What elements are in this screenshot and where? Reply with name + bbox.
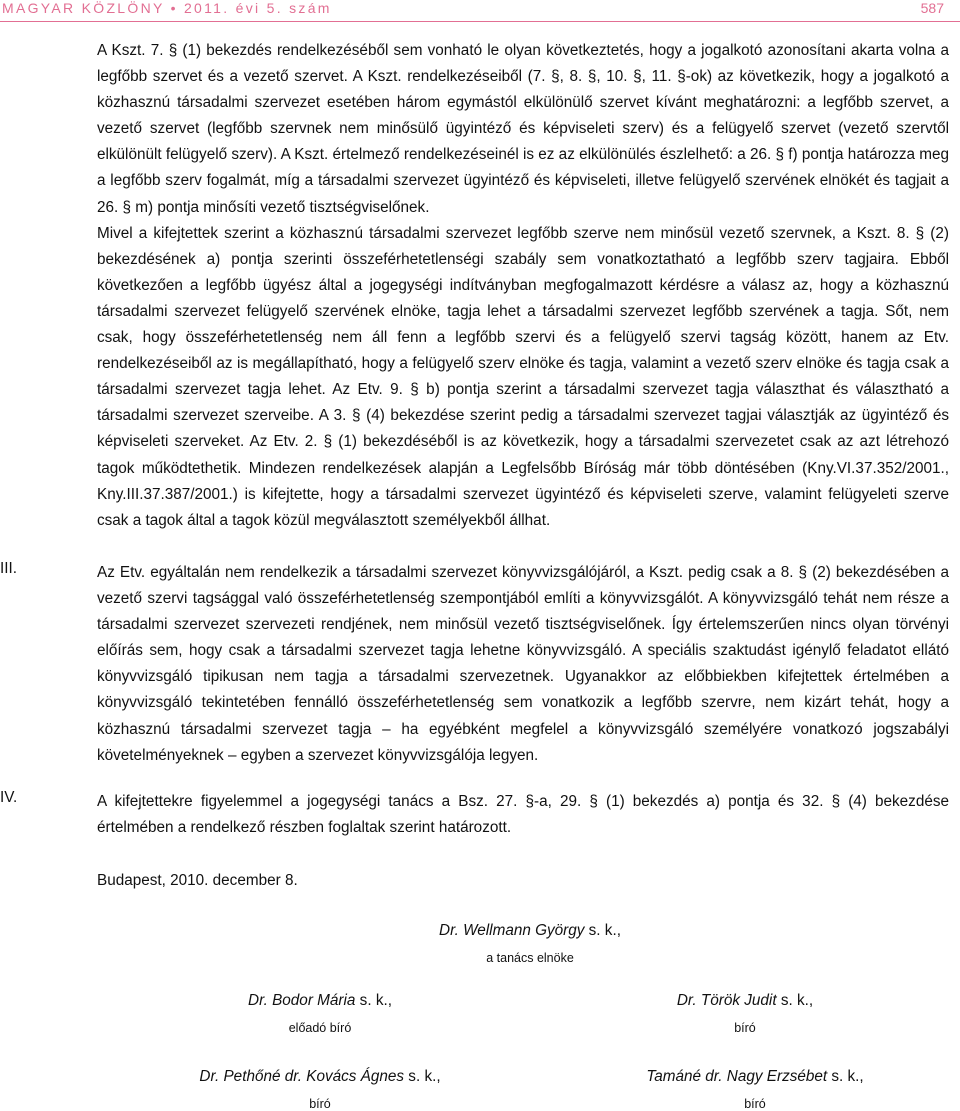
signatory-suffix: s. k., [584, 922, 621, 939]
section-3-text: Az Etv. egyáltalán nem rendelkezik a társadalmi szervezet könyvvizsgálójáról, a Kszt. pedig csak a 8. § (2) bekezdésében a vezető szervi tagsággal való összeférhetetlenség szempontjából említi a könyvvizsgálót. A könyvvizsgáló tehát nem része a társadalmi szervezet szervezeti rendjének, nem minősül vezető tisztségviselőnek. Így értelemszerűen nincs olyan törvényi előírás sem, hogy csak a társadalmi szervezet tagja lehetne könyvvizsgáló. A speciális szaktudást igénylő feladatot ellátó könyvvizsgáló tipikusan nem tagja a társadalmi szervezetnek. Ugyanakkor az előbbiekben kifejtettek értelmében a könyvvizsgáló tekintetében fennálló összeférhetetlenség sem vonatkozik a legfőbb szervre, nem kizárt tehát, hogy a közhasznú társadalmi szervezet tagja – ha egyébként megfelel a könyvvizsgáló személyére vonatkozó jogszabályi követelményeknek – egyben a szervezet könyvvizsgálója legyen. [97, 564, 949, 764]
signatory-name-line [595, 1068, 915, 1086]
signatory-role: bíró [309, 1097, 331, 1111]
section-number-3: III. [0, 560, 17, 577]
section-4-text: A kifejtettekre figyelemmel a jogegységi tanács a Bsz. 27. §-a, 29. § (1) bekezdés a) pontja és 32. § (4) bekezdése értelmében a rendelkező részben foglaltak szerint határozott. [97, 793, 949, 837]
signatory-name-line [610, 992, 880, 1010]
signatory-suffix: s. k., [355, 992, 392, 1009]
signatory-role: a tanács elnöke [486, 951, 574, 965]
section-number-4: IV. [0, 789, 18, 806]
page-header [0, 0, 960, 30]
signatory-suffix: s. k., [404, 1068, 441, 1085]
signatory-name: Dr. Pethőné dr. Kovács Ágnes [199, 1068, 405, 1085]
signatory-role: bíró [734, 1021, 756, 1035]
signatory-name: Dr. Török Judit [676, 992, 777, 1009]
signature-presiding-judge [400, 922, 660, 965]
section-3 [97, 560, 949, 769]
journal-title: MAGYAR KÖZLÖNY • 2011. évi 5. szám [2, 0, 332, 16]
paragraph-2: Mivel a kifejtettek szerint a közhasznú társadalmi szervezet legfőbb szerve nem minősül vezető szervnek, a Kszt. 8. § (2) bekezdésének a) pontja szerinti összeférhetetlenségi szabály sem vonatkoztatható a legfőbb szerv tagjaira. Ebből következően a legfőbb ügyész által a jogegységi indítványban megfogalmazott kérdésre a válasz az, hogy a közhasznú társadalmi szervezet felügyelő szervének elnöke, tagja lehet a társadalmi szervezet legfőbb szervének a tagja. Sőt, nem csak, hogy összeférhetetlenség nem áll fenn a legfőbb szervi és a felügyelő szervi tagság között, hanem az Etv. rendelkezéseiből az is megállapítható, hogy a felügyelő szerv elnöke és tagja, valamint a vezető szerv elnöke és tagja csak a társadalmi szervezet tagja lehet. Az Etv. 9. § b) pontja szerint a társadalmi szervezet tagja választhat és választható a társadalmi szervezet szerveibe. A 3. § (4) bekezdése szerint pedig a társadalmi szervezet tagjai választják az ügyintéző és képviseleti szerveket. Az Etv. 2. § (1) bekezdéséből is az következik, hogy a társadalmi szervezetet csak az azt létrehozó tagok működtethetik. Mindezen rendelkezések alapján a Legfelsőbb Bíróság már több döntésében (Kny.VI.37.352/2001., Kny.III.37.387/2001.) is kifejtette, hogy a társadalmi szervezet ügyintéző és képviseleti szerve, valamint felügyeleti szerve csak a tagok által a tagok közül megválasztott személyekből állhat. [97, 224, 949, 529]
signatory-name: Dr. Bodor Mária [248, 992, 356, 1009]
signatory-role: előadó bíró [288, 1021, 352, 1035]
signatory-suffix: s. k., [827, 1068, 864, 1085]
place-and-date: Budapest, 2010. december 8. [97, 872, 298, 889]
signature-rapporteur-judge [185, 992, 455, 1035]
signatory-suffix: s. k., [776, 992, 814, 1009]
signature-judge-torok [610, 992, 880, 1035]
signatory-name-line [185, 992, 455, 1010]
page-number: 587 [920, 0, 944, 16]
section-4 [97, 789, 949, 841]
signatory-name-line [400, 922, 660, 940]
header-divider [0, 21, 960, 22]
signatory-name: Dr. Wellmann György [439, 922, 585, 939]
signatory-name-line [165, 1068, 475, 1086]
paragraph-1: A Kszt. 7. § (1) bekezdés rendelkezéséből sem vonható le olyan következtetés, hogy a jogalkotó azonosítani akarta volna a legfőbb szervet és a vezető szervet. A Kszt. rendelkezéseiből (7. §, 8. §, 10. §, 11. §-ok) az következik, hogy a jogalkotó a közhasznú társadalmi szervezet esetében három egymástól elkülönülő szervet kívánt meghatározni: a legfőbb szervet, a vezető szervet (legfőbb szervnek nem minősülő ügyintéző és képviseleti szerv) és a felügyelő szervet (vezető szervtől elkülönült felügyelő szerv). A Kszt. értelmező rendelkezéseinél is ez az elkülönülés észlelhető: a 26. § f) pontja határozza meg a legfőbb szerv fogalmát, míg a társadalmi szervezet ügyintéző és képviseleti, illetve felügyelő szervének elnökét és tagjait a 26. § m) pontja minősíti vezető tisztségviselőnek. [97, 42, 949, 216]
body-section-2-text [97, 38, 949, 534]
signatory-name: Tamáné dr. Nagy Erzsébet [646, 1068, 828, 1085]
signatory-role: bíró [744, 1097, 766, 1111]
